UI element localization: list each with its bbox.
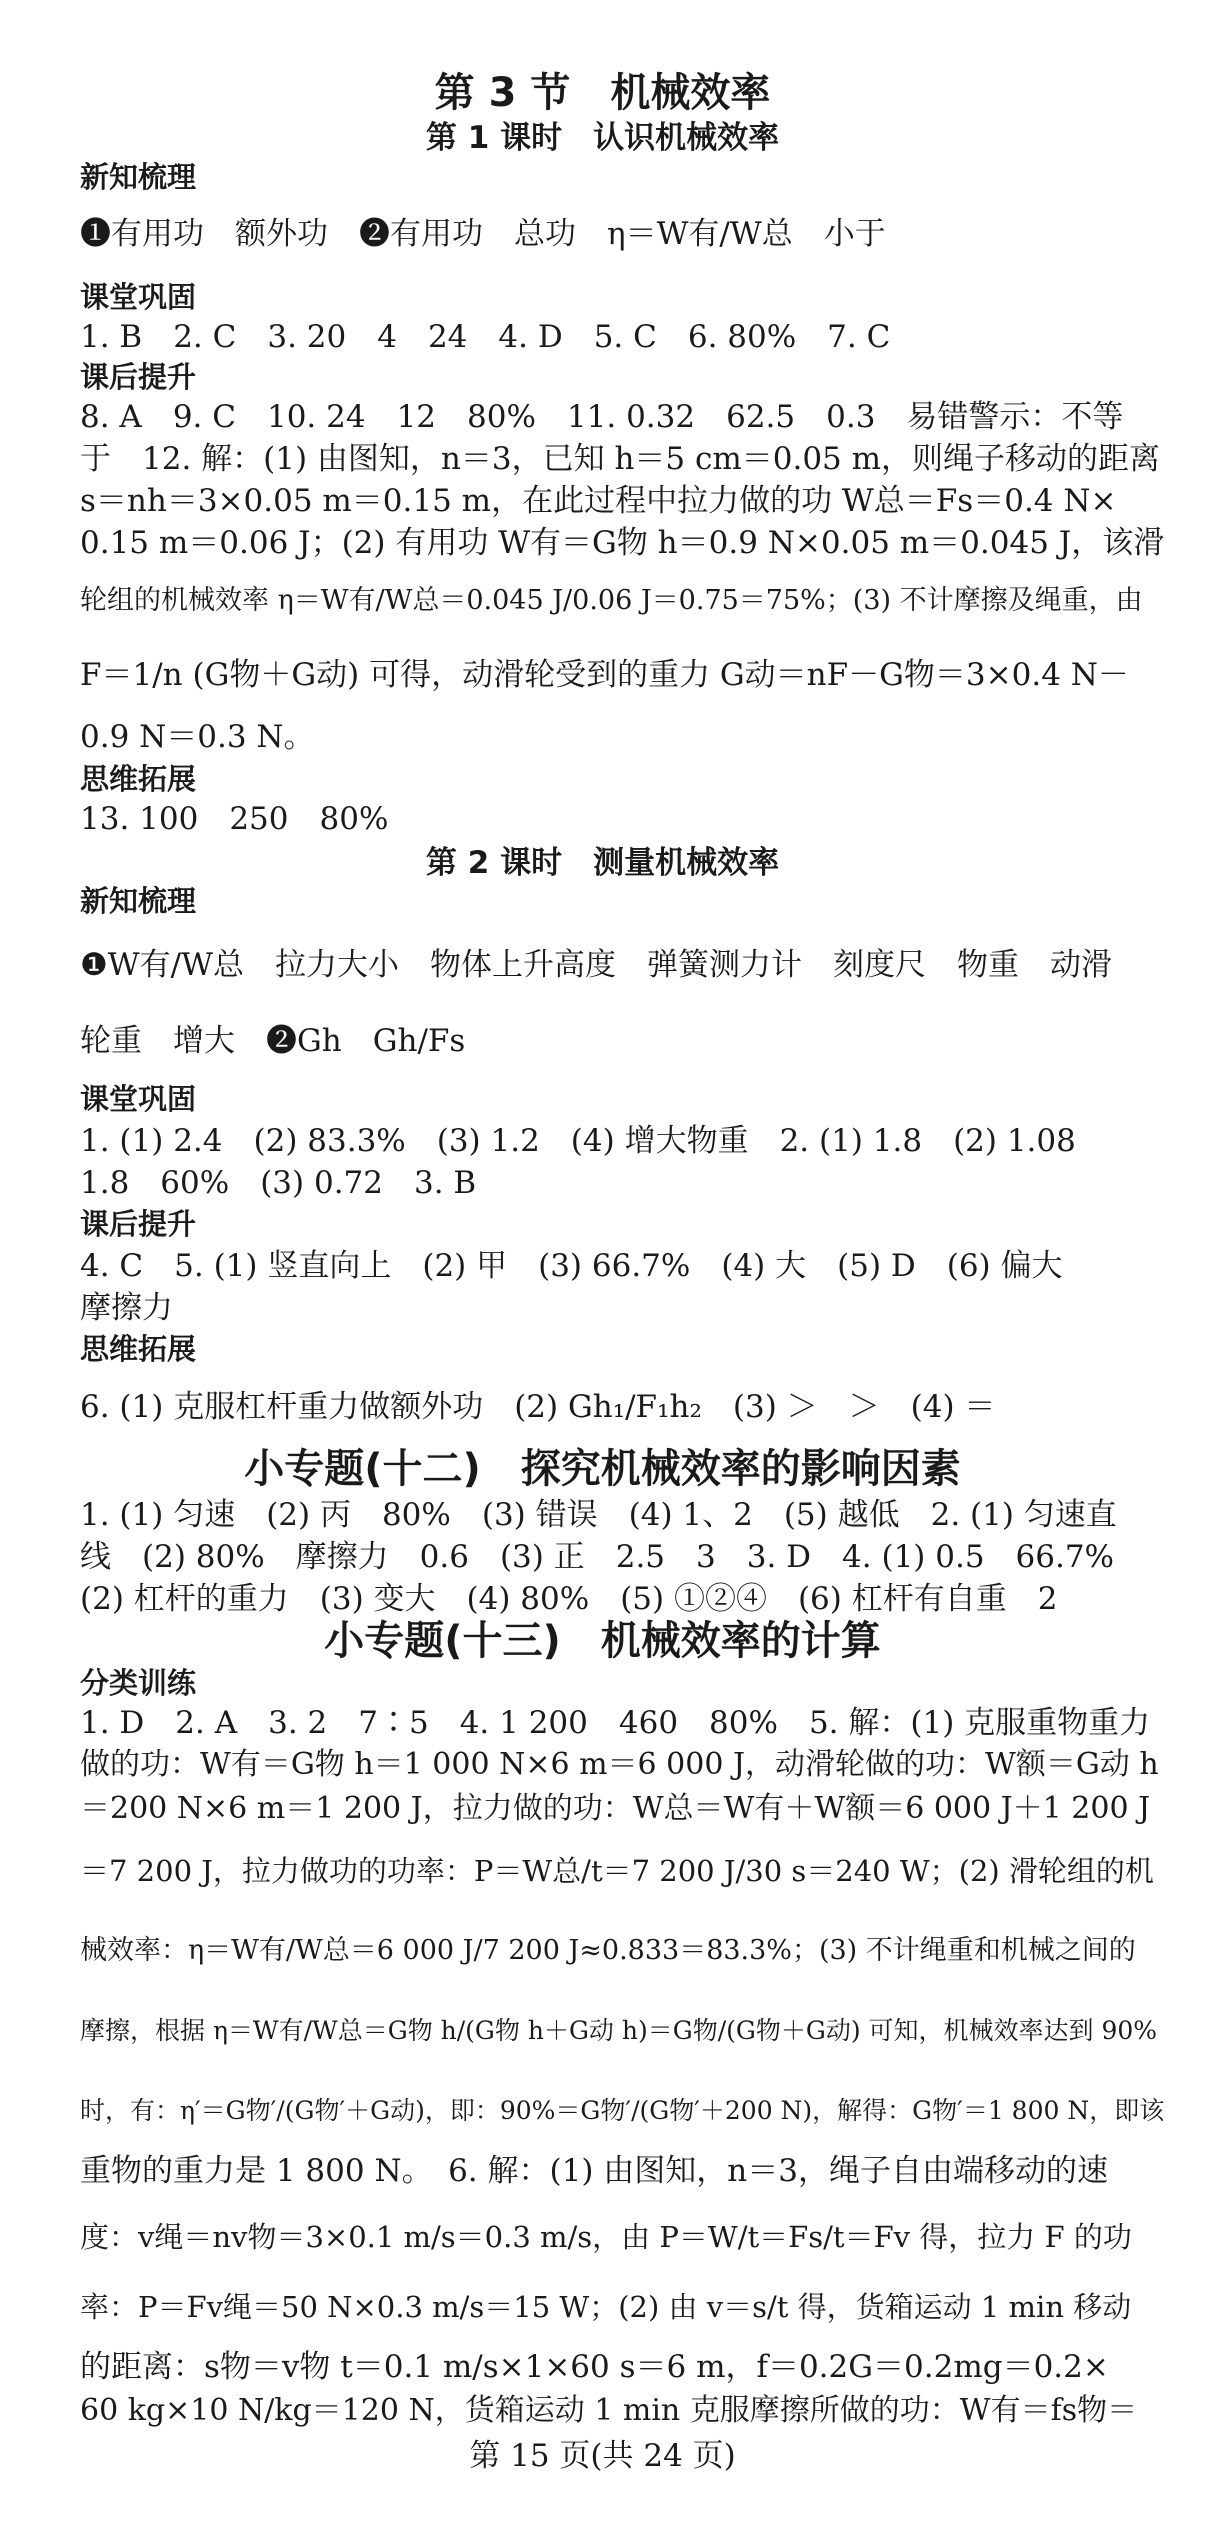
text-line: ＝7 200 J，拉力做功的功率：P＝W总/t＝7 200 J/30 s＝240 W；(2) 滑轮组的机 <box>80 1854 1154 1888</box>
text-line: 1. D 2. A 3. 2 7∶5 4. 1 200 460 80% 5. 解：(1) 克服重物重力 <box>80 1705 1151 1741</box>
lesson1-think-line: 13. 100 250 80% <box>80 801 389 837</box>
text-line: 摩擦力 <box>80 1290 173 1326</box>
topic13-section: 分类训练 <box>80 1666 197 1700</box>
lesson2-section-after: 课后提升 <box>80 1207 197 1241</box>
text-line: 4. C 5. (1) 竖直向上 (2) 甲 (3) 66.7% (4) 大 (5) D (6) 偏大 <box>80 1248 1063 1284</box>
topic12-title: 小专题(十二) 探究机械效率的影响因素 <box>244 1446 961 1492</box>
text-line: ❶W有/W总 拉力大小 物体上升高度 弹簧测力计 刻度尺 物重 动滑 <box>80 947 1112 983</box>
text-line: 轮重 增大 ❷Gh Gh/Fs <box>80 1023 466 1059</box>
lesson1-title: 第 1 课时 认识机械效率 <box>425 120 780 156</box>
lesson1-section-after: 课后提升 <box>80 360 197 394</box>
text-line: 1.8 60% (3) 0.72 3. B <box>80 1165 477 1201</box>
text-line: 60 kg×10 N/kg＝120 N，货箱运动 1 min 克服摩擦所做的功：W有＝fs物＝ <box>80 2393 1138 2428</box>
text-line: ＝200 N×6 m＝1 200 J，拉力做的功：W总＝W有＋W额＝6 000 J＋1 200 J <box>80 1791 1151 1826</box>
lesson2-title: 第 2 课时 测量机械效率 <box>425 845 780 881</box>
lesson1-section-think: 思维拓展 <box>80 762 197 796</box>
text-line: (2) 杠杆的重力 (3) 变大 (4) 80% (5) ①②④ (6) 杠杆有自重 2 <box>80 1581 1058 1617</box>
lesson1-new-line: ❶有用功 额外功 ❷有用功 总功 η＝W有/W总 小于 <box>80 216 886 252</box>
text-line: 重物的重力是 1 800 N。 6. 解：(1) 由图知，n＝3，绳子自由端移动的速 <box>80 2153 1108 2189</box>
text-line: 度：v绳＝nv物＝3×0.1 m/s＝0.3 m/s，由 P＝W/t＝Fs/t＝Fv 得，拉力 F 的功 <box>80 2220 1132 2254</box>
text-line: 8. A 9. C 10. 24 12 80% 11. 0.32 62.5 0.3 易错警示：不等 <box>80 399 1124 435</box>
text-line: 0.15 m＝0.06 J；(2) 有用功 W有＝G物 h＝0.9 N×0.05 m＝0.045 J，该滑 <box>80 525 1165 561</box>
text-line: 1. (1) 匀速 (2) 丙 80% (3) 错误 (4) 1、2 (5) 越低 2. (1) 匀速直 <box>80 1497 1117 1533</box>
text-line: 时，有：η′＝G物′/(G物′＋G动)，即：90%＝G物′/(G物′＋200 N)，解得：G物′＝1 800 N，即该 <box>80 2096 1165 2125</box>
page-footer: 第 15 页(共 24 页) <box>469 2438 736 2474</box>
lesson1-section-new: 新知梳理 <box>80 160 197 194</box>
text-line: 0.9 N＝0.3 N。 <box>80 719 315 755</box>
lesson2-think-line: 6. (1) 克服杠杆重力做额外功 (2) Gh₁/F₁h₂ (3) ＞ ＞ (4) ＝ <box>80 1389 996 1425</box>
lesson2-section-class: 课堂巩固 <box>80 1082 197 1116</box>
lesson1-section-class: 课堂巩固 <box>80 280 197 314</box>
lesson1-class-line: 1. B 2. C 3. 20 4 24 4. D 5. C 6. 80% 7. C <box>80 319 891 355</box>
text-line: 轮组的机械效率 η＝W有/W总＝0.045 J/0.06 J＝0.75＝75%；(3) 不计摩擦及绳重，由 <box>80 585 1143 616</box>
text-line: 械效率：η＝W有/W总＝6 000 J/7 200 J≈0.833＝83.3%；(3) 不计绳重和机械之间的 <box>80 1935 1136 1966</box>
text-line: 1. (1) 2.4 (2) 83.3% (3) 1.2 (4) 增大物重 2. (1) 1.8 (2) 1.08 <box>80 1123 1076 1159</box>
text-line: 率：P＝Fv绳＝50 N×0.3 m/s＝15 W；(2) 由 v＝s/t 得，货箱运动 1 min 移动 <box>80 2290 1132 2324</box>
text-line: s＝nh＝3×0.05 m＝0.15 m，在此过程中拉力做的功 W总＝Fs＝0.4 N× <box>80 483 1117 519</box>
lesson2-section-think: 思维拓展 <box>80 1332 197 1366</box>
text-line: 摩擦，根据 η＝W有/W总＝G物 h/(G物 h＋G动 h)＝G物/(G物＋G动) 可知，机械效率达到 90% <box>80 2016 1158 2045</box>
text-line: 做的功：W有＝G物 h＝1 000 N×6 m＝6 000 J，动滑轮做的功：W额＝G动 h <box>80 1747 1159 1782</box>
topic13-title: 小专题(十三) 机械效率的计算 <box>324 1618 881 1664</box>
text-line: 的距离：s物＝v物 t＝0.1 m/s×1×60 s＝6 m，f＝0.2G＝0.2mg＝0.2× <box>80 2349 1109 2385</box>
lesson2-section-new: 新知梳理 <box>80 884 197 918</box>
text-line: F＝1/n (G物＋G动) 可得，动滑轮受到的重力 G动＝nF－G物＝3×0.4 N－ <box>80 657 1129 693</box>
text-line: 线 (2) 80% 摩擦力 0.6 (3) 正 2.5 3 3. D 4. (1) 0.5 66.7% <box>80 1539 1115 1575</box>
text-line: 于 12. 解：(1) 由图知，n＝3，已知 h＝5 cm＝0.05 m，则绳子移动的距离 <box>80 441 1161 477</box>
page-title: 第 3 节 机械效率 <box>434 70 771 116</box>
